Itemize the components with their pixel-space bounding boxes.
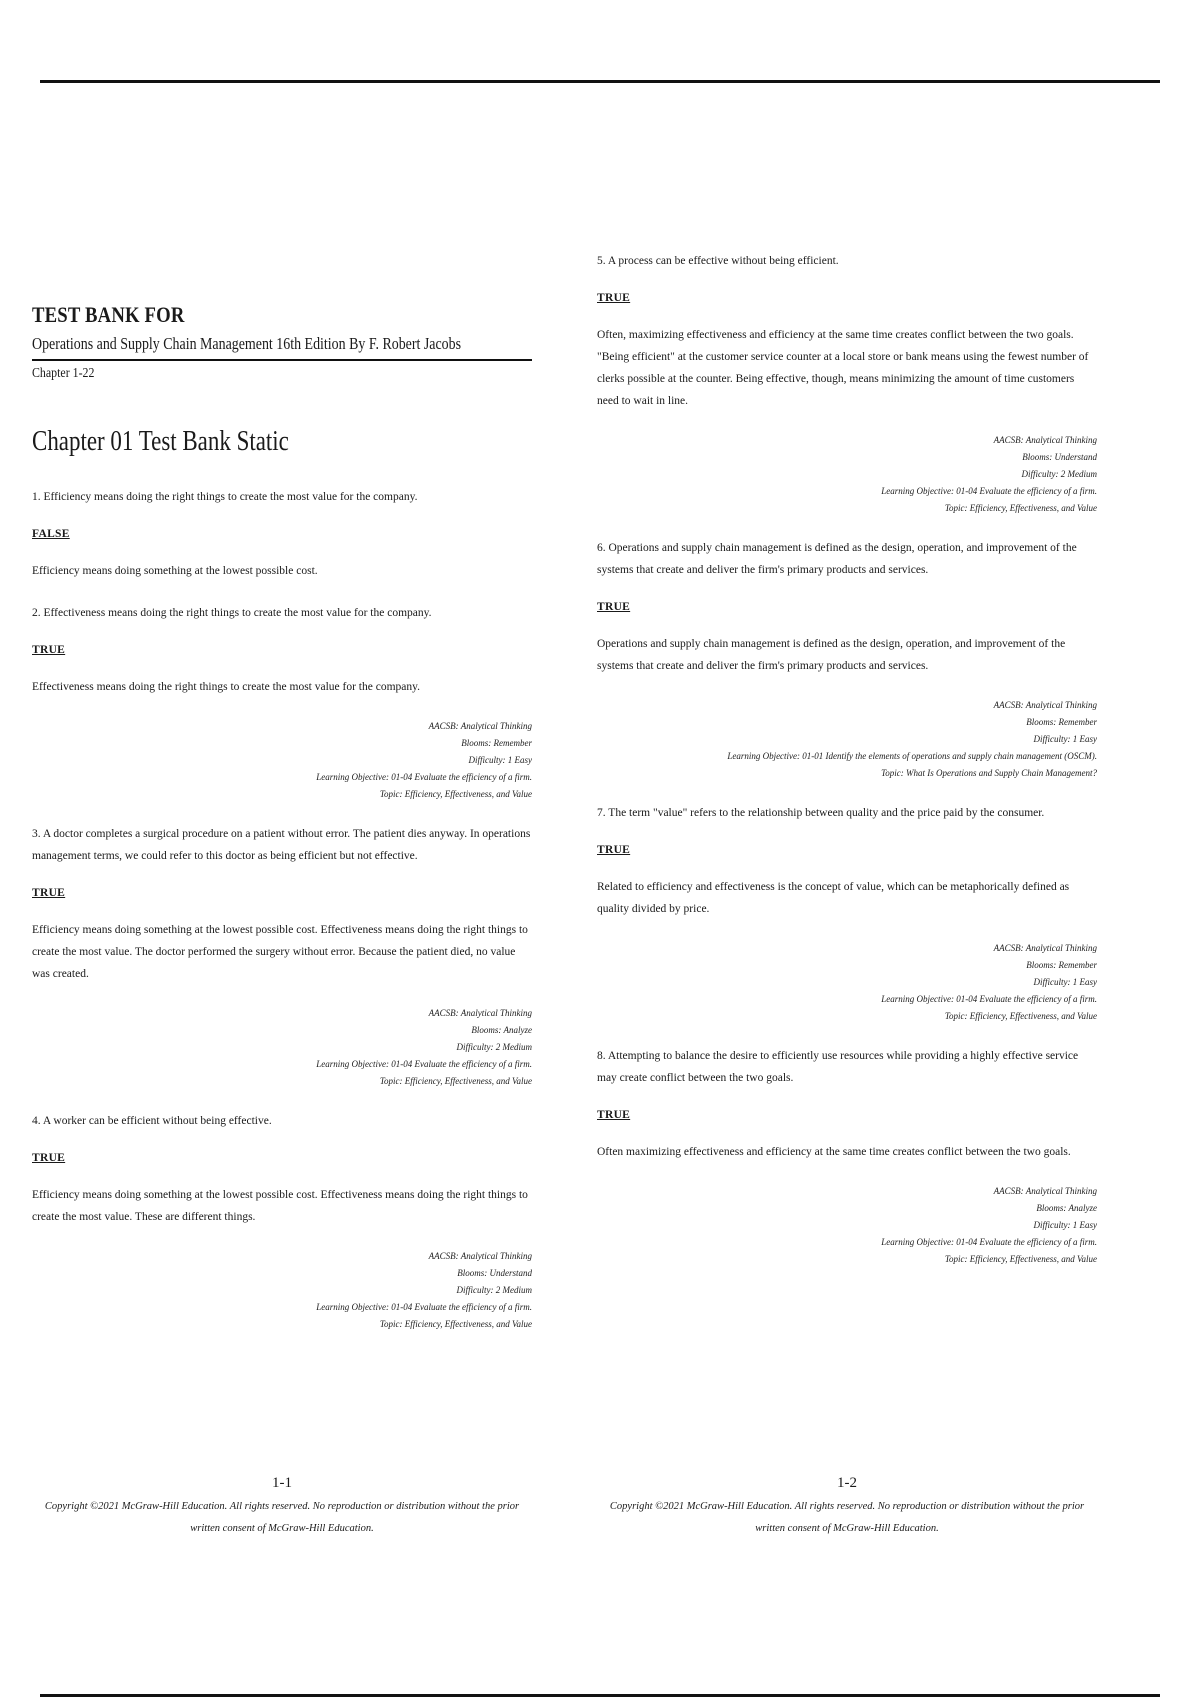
metadata-line: AACSB: Analytical Thinking (428, 1008, 532, 1018)
book-title (32, 334, 532, 361)
question-list-right (597, 250, 1097, 1268)
question-item (597, 250, 1097, 517)
question-text: 5. A process can be effective without being efficient. (597, 255, 839, 267)
metadata-line: Topic: What Is Operations and Supply Chain Management? (881, 768, 1097, 778)
book-title-text: Operations and Supply Chain Management 16th Edition By F. Robert Jacobs (32, 334, 462, 353)
answer-label: FALSE (32, 528, 70, 540)
metadata-line: Learning Objective: 01-04 Evaluate the efficiency of a firm. (881, 1237, 1097, 1247)
answer-label: TRUE (32, 644, 66, 656)
metadata-line: AACSB: Analytical Thinking (993, 700, 1097, 710)
metadata-line: Blooms: Analyze (1036, 1203, 1097, 1213)
answer-explanation: Effectiveness means doing the right things to create the most value for the company. (32, 681, 421, 693)
metadata-line: Learning Objective: 01-04 Evaluate the efficiency of a firm. (316, 1302, 532, 1312)
metadata-line: Blooms: Remember (1026, 960, 1097, 970)
question-list-left (32, 486, 532, 1333)
question-text: 4. A worker can be efficient without being effective. (32, 1115, 272, 1127)
metadata-line: Topic: Efficiency, Effectiveness, and Value (379, 1076, 532, 1086)
question-metadata (597, 940, 1097, 1025)
answer-label: TRUE (32, 1152, 66, 1164)
page-number: 1-2 (837, 1475, 857, 1491)
question-text: 6. Operations and supply chain management is defined as the design, operation, and improvement of the systems that create and deliver the firm's primary products and services. (597, 542, 1077, 576)
metadata-line: Blooms: Analyze (471, 1025, 532, 1035)
metadata-line: Difficulty: 2 Medium (456, 1285, 532, 1295)
page-footer-left (32, 1475, 532, 1540)
question-item (597, 802, 1097, 1025)
metadata-line: Topic: Efficiency, Effectiveness, and Value (944, 503, 1097, 513)
question-item (32, 1110, 532, 1333)
question-metadata (32, 1005, 532, 1090)
question-metadata (32, 718, 532, 803)
metadata-line: Difficulty: 1 Easy (1033, 734, 1097, 744)
question-item (597, 1045, 1097, 1268)
metadata-line: Blooms: Understand (1022, 452, 1097, 462)
question-item (32, 823, 532, 1090)
answer-explanation: Operations and supply chain management is defined as the design, operation, and improvement of the systems that create and deliver the firm's primary products and services. (597, 638, 1066, 672)
metadata-line: AACSB: Analytical Thinking (993, 943, 1097, 953)
chapter-title: Chapter 01 Test Bank Static (32, 426, 289, 457)
metadata-line: Blooms: Remember (461, 738, 532, 748)
metadata-line: AACSB: Analytical Thinking (428, 721, 532, 731)
question-text: 8. Attempting to balance the desire to efficiently use resources while providing a highly effective service may create conflict between the two goals. (597, 1050, 1079, 1084)
metadata-line: Difficulty: 1 Easy (1033, 977, 1097, 987)
metadata-line: Learning Objective: 01-01 Identify the elements of operations and supply chain management (OSCM). (727, 751, 1097, 761)
chapter-range: Chapter 1-22 (32, 366, 95, 381)
copyright-notice: Copyright ©2021 McGraw-Hill Education. All rights reserved. No reproduction or distribution without the prior written consent of McGraw-Hill Education. (609, 1501, 1085, 1534)
question-text: 2. Effectiveness means doing the right things to create the most value for the company. (32, 607, 432, 619)
question-text: 3. A doctor completes a surgical procedure on a patient without error. The patient dies anyway. In operations management terms, we could refer to this doctor as being efficient but not effective. (32, 828, 531, 862)
metadata-line: Difficulty: 2 Medium (456, 1042, 532, 1052)
question-metadata (597, 697, 1097, 782)
metadata-line: Topic: Efficiency, Effectiveness, and Value (379, 789, 532, 799)
bottom-divider (40, 1694, 1160, 1697)
page-number: 1-1 (272, 1475, 292, 1491)
metadata-line: Topic: Efficiency, Effectiveness, and Value (379, 1319, 532, 1329)
copyright-notice: Copyright ©2021 McGraw-Hill Education. All rights reserved. No reproduction or distribution without the prior written consent of McGraw-Hill Education. (44, 1501, 520, 1534)
page-right (597, 250, 1097, 1288)
metadata-line: Learning Objective: 01-04 Evaluate the efficiency of a firm. (316, 1059, 532, 1069)
question-metadata (597, 432, 1097, 517)
metadata-line: Blooms: Understand (457, 1268, 532, 1278)
metadata-line: Difficulty: 1 Easy (1033, 1220, 1097, 1230)
metadata-line: Topic: Efficiency, Effectiveness, and Value (944, 1254, 1097, 1264)
answer-explanation: Efficiency means doing something at the lowest possible cost. Effectiveness means doing the right things to create the most value. The doctor performed the surgery without error. Because the patient died, no value was created. (32, 924, 528, 980)
question-metadata (597, 1183, 1097, 1268)
page-left (32, 250, 532, 1353)
answer-explanation: Efficiency means doing something at the lowest possible cost. (32, 565, 318, 577)
question-text: 7. The term "value" refers to the relationship between quality and the price paid by the consumer. (597, 807, 1045, 819)
metadata-line: Difficulty: 1 Easy (468, 755, 532, 765)
answer-explanation: Often maximizing effectiveness and efficiency at the same time creates conflict between the two goals. (597, 1146, 1071, 1158)
answer-label: TRUE (597, 1109, 631, 1121)
metadata-line: Blooms: Remember (1026, 717, 1097, 727)
answer-label: TRUE (32, 887, 66, 899)
metadata-line: Topic: Efficiency, Effectiveness, and Value (944, 1011, 1097, 1021)
answer-explanation: Often, maximizing effectiveness and efficiency at the same time creates conflict between the two goals. "Being efficient" at the customer service counter at a local store or bank means using the fewest number of clerks possible at the counter. Being effective, though, means minimizing the amount of time customers need to wait in line. (597, 329, 1089, 407)
metadata-line: AACSB: Analytical Thinking (993, 435, 1097, 445)
metadata-line: AACSB: Analytical Thinking (428, 1251, 532, 1261)
question-item (597, 537, 1097, 782)
metadata-line: AACSB: Analytical Thinking (993, 1186, 1097, 1196)
question-item (32, 602, 532, 803)
question-item (32, 486, 532, 582)
metadata-line: Learning Objective: 01-04 Evaluate the efficiency of a firm. (881, 994, 1097, 1004)
answer-explanation: Efficiency means doing something at the lowest possible cost. Effectiveness means doing the right things to create the most value. These are different things. (32, 1189, 528, 1223)
answer-explanation: Related to efficiency and effectiveness is the concept of value, which can be metaphorically defined as quality divided by price. (597, 881, 1070, 915)
page-footer-right (597, 1475, 1097, 1540)
question-metadata (32, 1248, 532, 1333)
answer-label: TRUE (597, 601, 631, 613)
top-divider (40, 80, 1160, 83)
test-bank-title: TEST BANK FOR (32, 302, 185, 327)
metadata-line: Difficulty: 2 Medium (1021, 469, 1097, 479)
question-text: 1. Efficiency means doing the right things to create the most value for the company. (32, 491, 418, 503)
answer-label: TRUE (597, 844, 631, 856)
answer-label: TRUE (597, 292, 631, 304)
metadata-line: Learning Objective: 01-04 Evaluate the efficiency of a firm. (316, 772, 532, 782)
metadata-line: Learning Objective: 01-04 Evaluate the efficiency of a firm. (881, 486, 1097, 496)
